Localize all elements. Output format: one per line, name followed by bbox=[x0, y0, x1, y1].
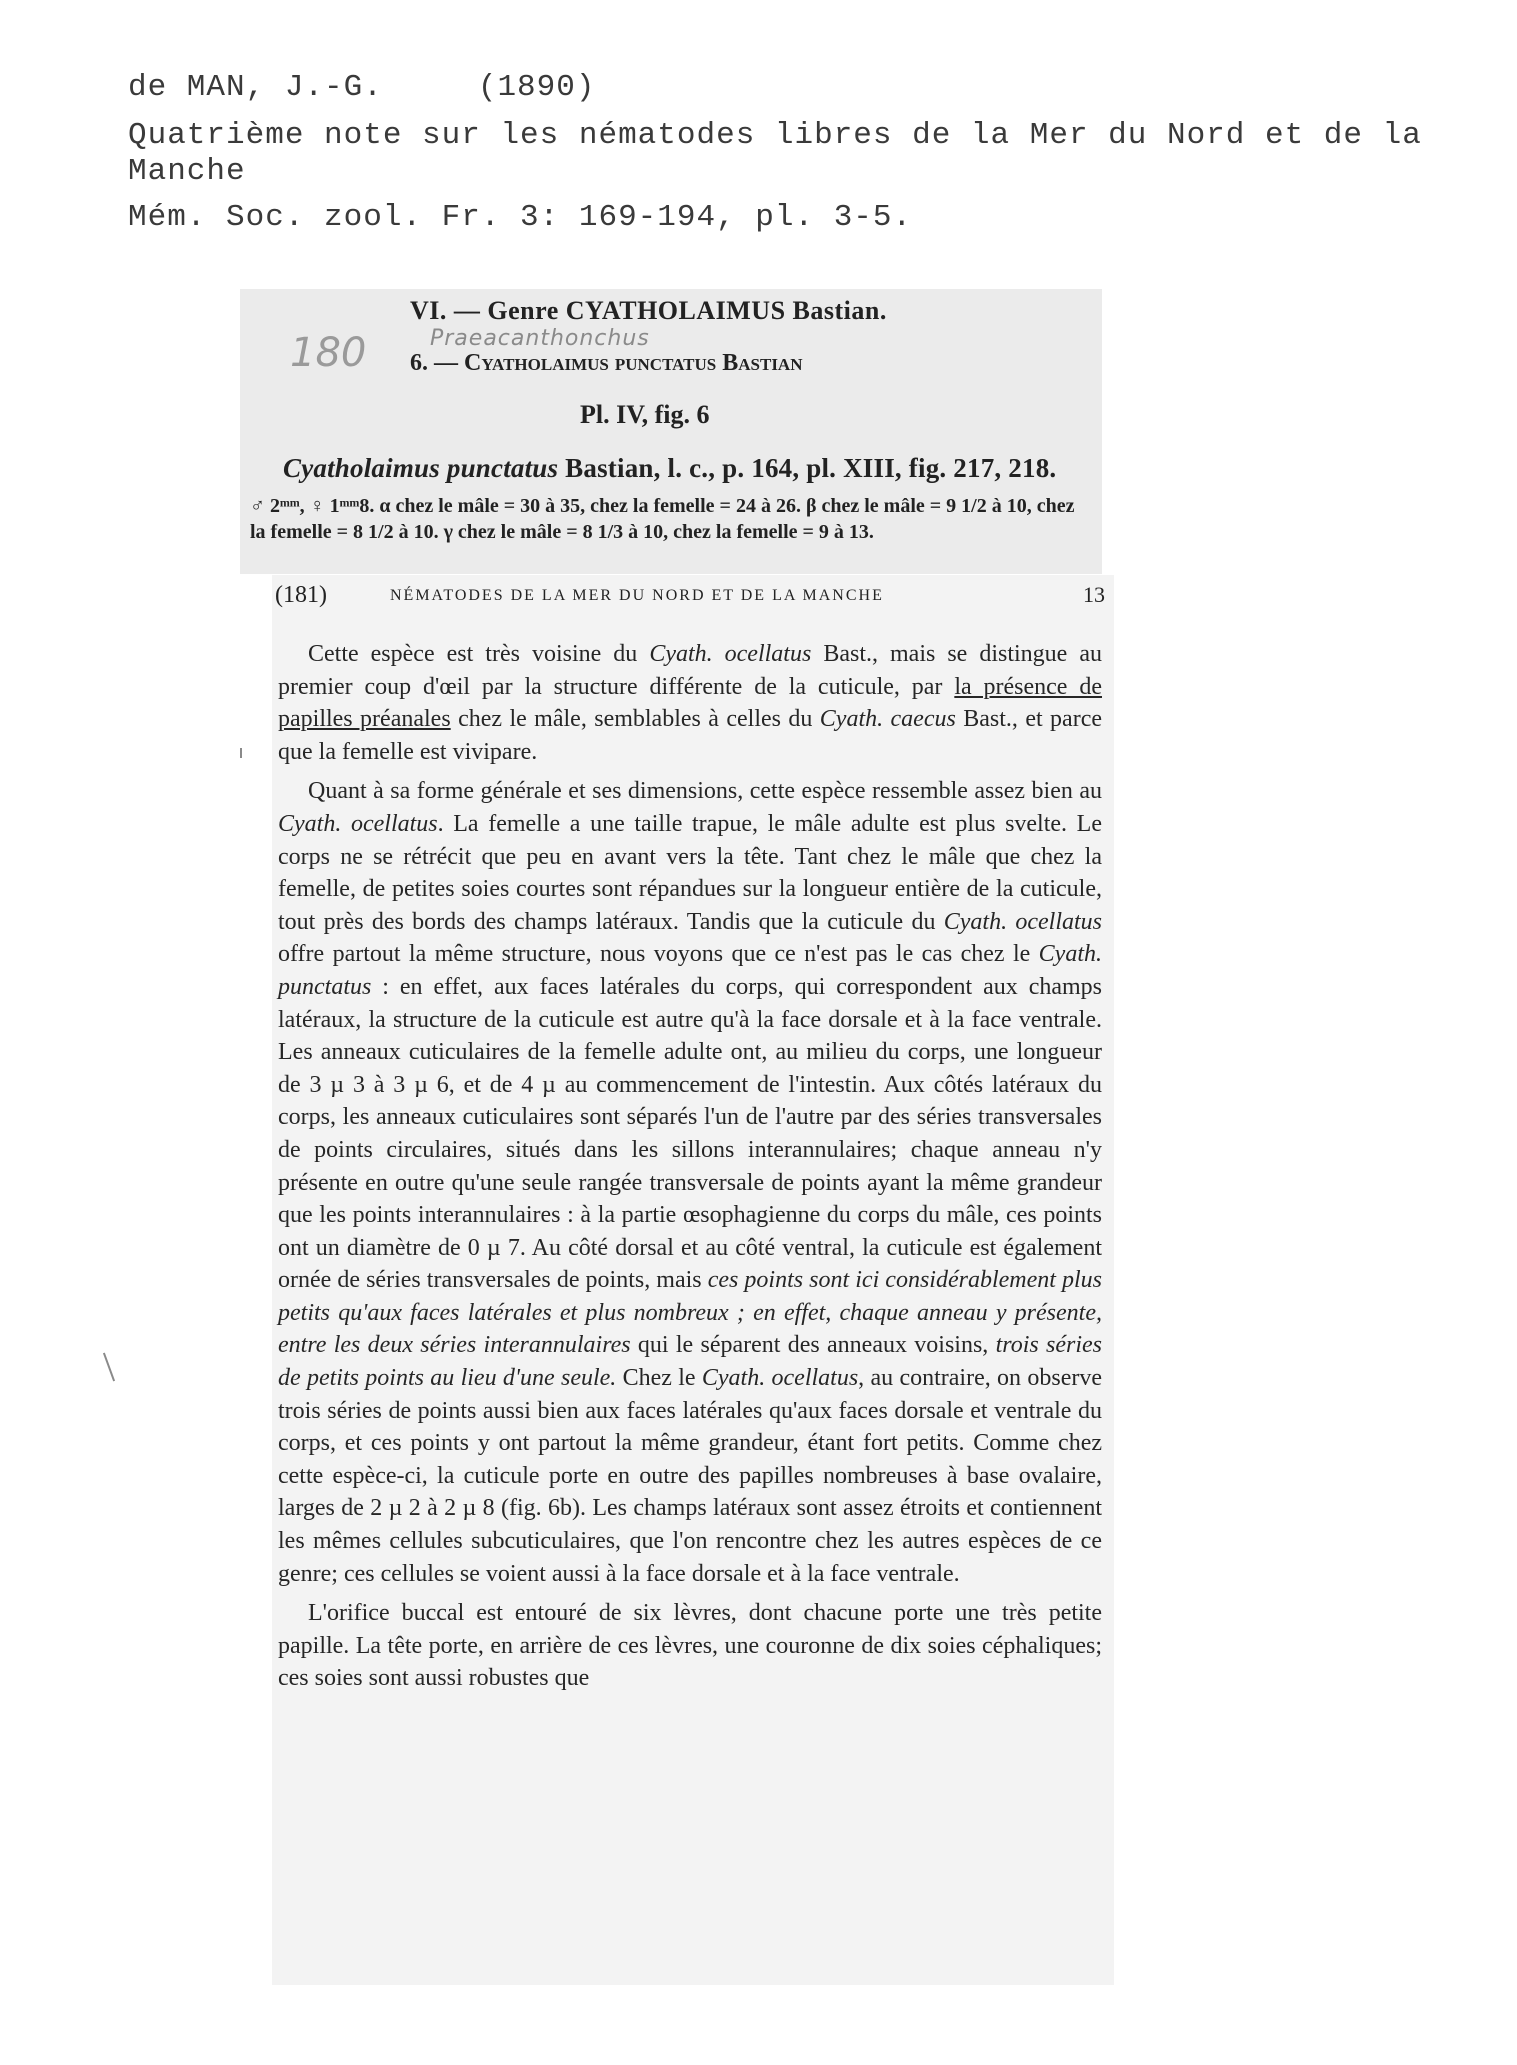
margin-pen-tick bbox=[240, 748, 242, 758]
synonym-line bbox=[283, 453, 1056, 484]
article-body bbox=[278, 638, 1102, 1702]
species-name: — Cyatholaimus punctatus Bastian bbox=[434, 350, 803, 376]
paragraph-1: Cette espèce est très voisine du Cyath. ocellatus Bast., mais se distingue au premier coup d'œil par la structure différente de la cuticule, par la présence de papilles préanales chez le mâle, semblables à celles du Cyath. caecus Bast., et parce que la femelle est vivipare. bbox=[278, 641, 1103, 765]
reference-author-line bbox=[128, 70, 1477, 106]
running-head-title: NÉMATODES DE LA MER DU NORD ET DE LA MANCHE bbox=[390, 587, 884, 604]
running-head-page-ref: (181) bbox=[275, 582, 327, 608]
page-number: 13 bbox=[1083, 582, 1105, 607]
handwritten-page-number: 180 bbox=[290, 330, 367, 376]
synonym-name: Cyatholaimus punctatus bbox=[283, 453, 559, 483]
paragraph-3: L'orifice buccal est entouré de six lèvres, dont chacune porte une très petite papille. La tête porte, en arrière de ces lèvres, une couronne de dix soies céphaliques; ces soies sont aussi robustes que bbox=[278, 1600, 1102, 1692]
reference-year: (1890) bbox=[477, 70, 596, 105]
handwritten-genus-annotation: Praeacanthonchus bbox=[430, 326, 650, 351]
margin-pen-mark bbox=[103, 1353, 115, 1382]
reference-source: Mém. Soc. zool. Fr. 3: 169-194, pl. 3-5. bbox=[128, 200, 913, 235]
reference-author: de MAN, J.-G. bbox=[128, 70, 383, 105]
species-heading bbox=[410, 350, 802, 377]
species-number: 6. bbox=[410, 350, 428, 376]
dimensions-text: ♂ 2ᵐᵐ, ♀ 1ᵐᵐ8. α chez le mâle = 30 à 35, chez la femelle = 24 à 26. β chez le mâle = 9 1/2 à 10, chez la femelle = 8 1/2 à 10. γ chez le mâle = 8 1/3 à 10, chez la femelle = 9 à 13. bbox=[250, 495, 1075, 543]
genre-heading: VI. — Genre CYATHOLAIMUS Bastian. bbox=[410, 296, 887, 325]
underlined-phrase: la présence de papilles préanales bbox=[278, 673, 1102, 733]
reference-title: Quatrième note sur les nématodes libres de la Mer du Nord et de la Manche bbox=[128, 118, 1422, 189]
paragraph-2: Quant à sa forme générale et ses dimensions, cette espèce ressemble assez bien au Cyath. ocellatus. La femelle a une taille trapue, le mâle adulte est plus svelte. Le corps ne se rétrécit que peu en avant vers la tête. Tant chez le mâle que chez la femelle, de petites soies courtes sont répandues sur la longueur entière de la cuticule, tout près des bords des champs latéraux. Tandis que la cuticule du Cyath. ocellatus offre partout la même structure, nous voyons que ce n'est pas le cas chez le Cyath. punctatus : en effet, aux faces latérales du corps, qui correspondent aux champs latéraux, la structure de la cuticule est autre qu'à la face dorsale et à la face ventrale. Les anneaux cuticulaires de la femelle adulte ont, au milieu du corps, une longueur de 3 µ 3 à 3 µ 6, et de 4 µ au commencement de l'intestin. Aux côtés latéraux du corps, les anneaux cuticulaires sont séparés l'un de l'autre par des séries transversales de points circulaires, situés dans les sillons interannulaires; chaque anneau n'y présente en outre qu'une seule rangée transversale de points ayant la même grandeur que les points interannulaires : à la partie œsophagienne du corps du mâle, ces points ont un diamètre de 0 µ 7. Au côté dorsal et au côté ventral, la cuticule est également ornée de séries transversales de points, mais ces points sont ici considérablement plus petits qu'aux faces latérales et plus nombreux ; en effet, chaque anneau y présente, entre les deux séries interannulaires qui le séparent des anneaux voisins, trois séries de petits points au lieu d'une seule. Chez le Cyath. ocellatus, au contraire, on observe trois séries de points aussi bien aux faces latérales qu'aux faces dorsale et ventrale du corps, et ces points y ont partout la même grandeur, étant fort petits. Comme chez cette espèce-ci, la cuticule porte en outre des papilles nombreuses à base ovalaire, larges de 2 µ 2 à 2 µ 8 (fig. 6b). Les champs latéraux sont assez étroits et contiennent les mêmes cellules subcuticulaires, que l'on rencontre chez les autres espèces de ce genre; ces cellules se voient aussi à la face dorsale et à la face ventrale. bbox=[278, 778, 1103, 1587]
synonym-reference: Bastian, l. c., p. 164, pl. XIII, fig. 217, 218. bbox=[558, 453, 1057, 483]
plate-reference: Pl. IV, fig. 6 bbox=[580, 400, 710, 429]
